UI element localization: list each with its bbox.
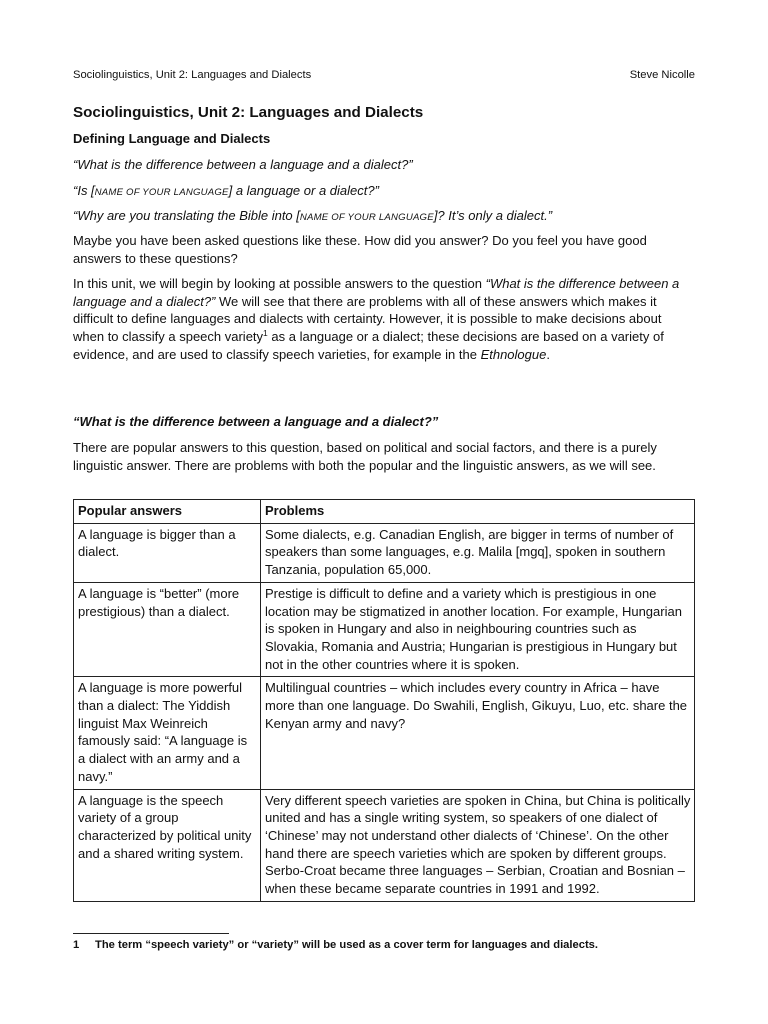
question-2 xyxy=(73,182,695,202)
question-1: “What is the difference between a language and a dialect?” xyxy=(73,157,413,172)
intro-paragraph-1: Maybe you have been asked questions like these. How did you answer? Do you feel you have good answers to these questions? xyxy=(73,233,647,266)
p2-middle: We will see that there are problems with all of these answers which makes it difficult to define languages and dialects with certainty. However, it is possible to make decisions about when to classify a speech variety xyxy=(73,293,662,345)
table-row xyxy=(74,523,695,582)
ethnologue-title: Ethnologue xyxy=(480,346,547,362)
footnote-text: The term “speech variety” or “variety” will be used as a cover term for languages and dialects. xyxy=(95,939,599,951)
question-3 xyxy=(73,207,695,227)
popular-answers-intro: There are popular answers to this question, based on political and social factors, and there is a purely linguistic answer. There are problems with both the popular and the linguistic answers, as we will see. xyxy=(73,440,657,473)
footnote-ref[interactable]: 1 xyxy=(263,328,268,339)
table-row xyxy=(74,582,695,677)
question-3-placeholder: NAME OF YOUR LANGUAGE xyxy=(299,212,434,223)
section-heading-defining: Defining Language and Dialects xyxy=(73,131,271,146)
answer-cell: A language is more powerful than a dialect: The Yiddish linguist Max Weinreich famously said: “A language is a dialect with an army and a navy.” xyxy=(74,677,261,789)
footnote-number: 1 xyxy=(73,939,80,951)
header-title: Sociolinguistics, Unit 2: Languages and Dialects xyxy=(73,69,312,81)
question-2-placeholder: NAME OF YOUR LANGUAGE xyxy=(94,187,229,198)
header-author: Steve Nicolle xyxy=(629,69,695,81)
footnote xyxy=(73,939,598,951)
answer-cell: A language is “better” (more prestigious) than a dialect. xyxy=(74,582,261,677)
section-heading-difference: “What is the difference between a language and a dialect?” xyxy=(73,414,439,429)
problem-cell: Multilingual countries – which includes every country in Africa – have more than one language. Do Swahili, English, Gikuyu, Luo, etc. share the Kenyan army and navy? xyxy=(261,677,695,789)
footnote-divider xyxy=(73,933,229,934)
p2-question-quote: “What is the difference between a language and a dialect?” xyxy=(73,276,680,309)
question-2-start: “Is [ xyxy=(73,183,95,198)
column-header-problems: Problems xyxy=(261,500,695,524)
problem-cell: Very different speech varieties are spoken in China, but China is politically united and has a single writing system, so speakers of one dialect of ‘Chinese’ may not understand other dialects of ‘Chinese’. On the other hand there are speech varieties which are spoken by different groups. Serbo-Croat became three languages – Serbian, Croatian and Bosnian – when these became separate countries in 1991 and 1992. xyxy=(261,789,695,901)
problem-cell: Some dialects, e.g. Canadian English, are bigger in terms of number of speakers than some languages, e.g. Malila [mgq], spoken in southern Tanzania, population 65,000. xyxy=(261,523,695,582)
running-header xyxy=(73,69,695,81)
table-row xyxy=(74,677,695,789)
table-header-row xyxy=(74,500,695,524)
answer-cell: A language is the speech variety of a group characterized by political unity and a shared writing system. xyxy=(74,789,261,901)
p2-continuation: as a language or a dialect; these decisions are based on a variety of evidence, and are used to classify speech varieties, for example in the xyxy=(73,329,664,362)
column-header-popular-answers: Popular answers xyxy=(74,500,261,524)
p2-end: . xyxy=(546,346,550,362)
p2-start: In this unit, we will begin by looking at possible answers to the question xyxy=(73,276,486,291)
answers-table xyxy=(73,499,695,902)
page-title: Sociolinguistics, Unit 2: Languages and Dialects xyxy=(73,104,424,121)
question-3-start: “Why are you translating the Bible into [ xyxy=(73,208,300,223)
answer-cell: A language is bigger than a dialect. xyxy=(74,523,261,582)
problem-cell: Prestige is difficult to define and a variety which is prestigious in one location may be stigmatized in another location. For example, Hungarian is spoken in Hungary and also in neighbouring countries such as Slovakia, Romania and Austria; Hungarian is prestigious in Hungary but not in the other countries where it is spoken. xyxy=(261,582,695,677)
table-row xyxy=(74,789,695,901)
intro-paragraph-2 xyxy=(73,275,695,364)
question-3-end: ]? It’s only a dialect.” xyxy=(433,208,553,223)
question-2-end: ] a language or a dialect?” xyxy=(228,183,379,198)
